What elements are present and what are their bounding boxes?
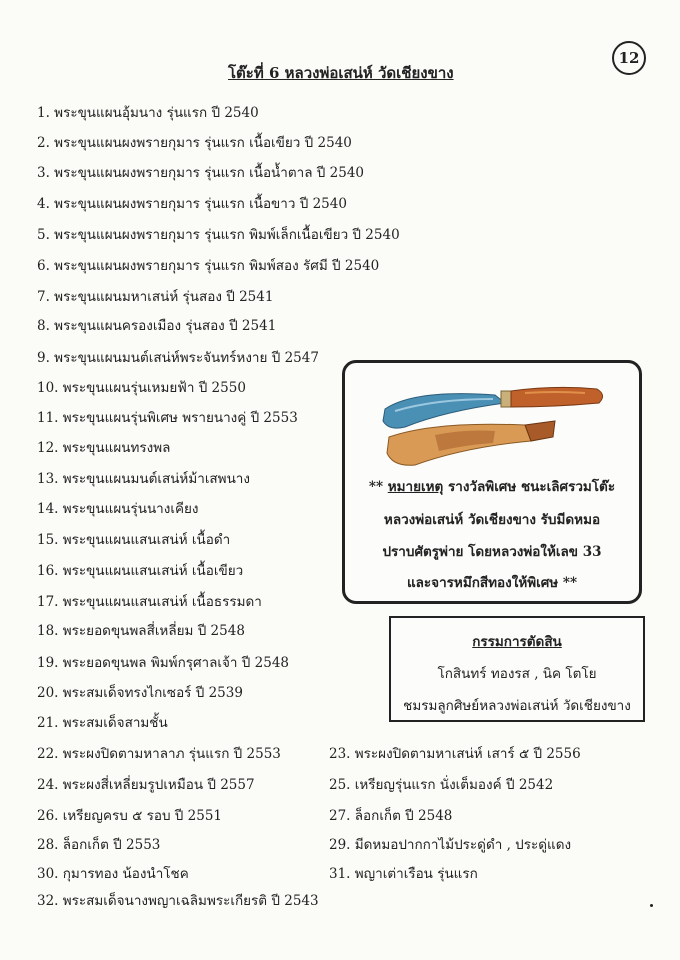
list-item: 3. พระขุนแผนผงพรายกุมาร รุ่นแรก เนื้อน้ำตาล ปี 2540: [37, 165, 364, 181]
special-prize-note-box: [342, 360, 642, 604]
note-line-3: ปราบศัตรูพ่าย โดยหลวงพ่อให้เลข 33: [382, 544, 602, 560]
note-label: หมายเหตุ: [387, 479, 444, 495]
list-item: 15. พระขุนแผนแสนเสน่ห์ เนื้อดำ: [37, 532, 231, 548]
list-item: 10. พระขุนแผนรุ่นเหมยฟ้า ปี 2550: [37, 380, 246, 396]
judges-organization: ชมรมลูกศิษย์หลวงพ่อเสน่ห์ วัดเชียงขาง: [403, 698, 631, 714]
list-item: 32. พระสมเด็จนางพญาเฉลิมพระเกียรติ ปี 2543: [37, 893, 319, 909]
list-item: 6. พระขุนแผนผงพรายกุมาร รุ่นแรก พิมพ์สอง รัศมี ปี 2540: [37, 258, 380, 274]
list-item: 13. พระขุนแผนมนต์เสน่ห์ม้าเสพนาง: [37, 471, 250, 487]
note-line-4: และจารหมึกสีทองให้พิเศษ **: [406, 575, 578, 591]
list-item: 22. พระผงปิดตามหาลาภ รุ่นแรก ปี 2553: [37, 746, 281, 762]
judges-heading: กรรมการตัดสิน: [472, 634, 562, 650]
list-item: 8. พระขุนแผนครองเมือง รุ่นสอง ปี 2541: [37, 318, 277, 334]
list-item: 31. พญาเต่าเรือน รุ่นแรก: [329, 866, 478, 882]
speck: [650, 904, 653, 907]
list-item: 4. พระขุนแผนผงพรายกุมาร รุ่นแรก เนื้อขาว ปี 2540: [37, 196, 347, 212]
list-item: 30. กุมารทอง น้องนำโชค: [37, 866, 189, 882]
note-line-1-rest: รางวัลพิเศษ ชนะเลิศรวมโต๊ะ: [443, 479, 616, 495]
list-item: 27. ล็อกเก็ต ปี 2548: [329, 808, 453, 824]
list-item: 26. เหรียญครบ ๕ รอบ ปี 2551: [37, 808, 223, 824]
list-item: 24. พระผงสี่เหลี่ยมรูปเหมือน ปี 2557: [37, 777, 255, 793]
list-item: 18. พระยอดขุนพลสี่เหลี่ยม ปี 2548: [37, 623, 245, 639]
list-item: 5. พระขุนแผนผงพรายกุมาร รุ่นแรก พิมพ์เล็กเนื้อเขียว ปี 2540: [37, 227, 400, 243]
page-number: 12: [612, 41, 646, 75]
list-item: 12. พระขุนแผนทรงพล: [37, 440, 171, 456]
note-line-2: หลวงพ่อเสน่ห์ วัดเชียงขาง รับมีดหมอ: [383, 512, 601, 528]
knife-picture: [375, 381, 615, 471]
list-item: 20. พระสมเด็จทรงไกเซอร์ ปี 2539: [37, 685, 243, 701]
list-item: 21. พระสมเด็จสามชั้น: [37, 715, 168, 731]
judges-box: [389, 616, 645, 722]
list-item: 16. พระขุนแผนแสนเสน่ห์ เนื้อเขียว: [37, 563, 244, 579]
list-item: 17. พระขุนแผนแสนเสน่ห์ เนื้อธรรมดา: [37, 594, 262, 610]
list-item: 9. พระขุนแผนมนต์เสน่ห์พระจันทร์หงาย ปี 2547: [37, 350, 319, 366]
list-item: 23. พระผงปิดตามหาเสน่ห์ เสาร์ ๕ ปี 2556: [329, 746, 581, 762]
judges-names: โกสินทร์ ทองรส , นิค โตโย: [437, 666, 597, 682]
list-item: 7. พระขุนแผนมหาเสน่ห์ รุ่นสอง ปี 2541: [37, 289, 274, 305]
list-item: 25. เหรียญรุ่นแรก นั่งเต็มองค์ ปี 2542: [329, 777, 554, 793]
list-item: 1. พระขุนแผนอุ้มนาง รุ่นแรก ปี 2540: [37, 105, 259, 121]
list-item: 14. พระขุนแผนรุ่นนางเคียง: [37, 501, 199, 517]
page-title: โต๊ะที่ 6 หลวงพ่อเสน่ห์ วัดเชียงขาง: [228, 64, 454, 82]
note-line-1: [345, 475, 639, 497]
list-item: 2. พระขุนแผนผงพรายกุมาร รุ่นแรก เนื้อเขียว ปี 2540: [37, 135, 352, 151]
list-item: 29. มีดหมอปากกาไม้ประดู่ดำ , ประดู่แดง: [329, 837, 572, 853]
list-item: 19. พระยอดขุนพล พิมพ์กรุศาลเจ้า ปี 2548: [37, 655, 290, 671]
list-item: 11. พระขุนแผนรุ่นพิเศษ พรายนางคู่ ปี 2553: [37, 410, 298, 426]
list-item: 28. ล็อกเก็ต ปี 2553: [37, 837, 161, 853]
note-prefix: **: [368, 479, 388, 495]
